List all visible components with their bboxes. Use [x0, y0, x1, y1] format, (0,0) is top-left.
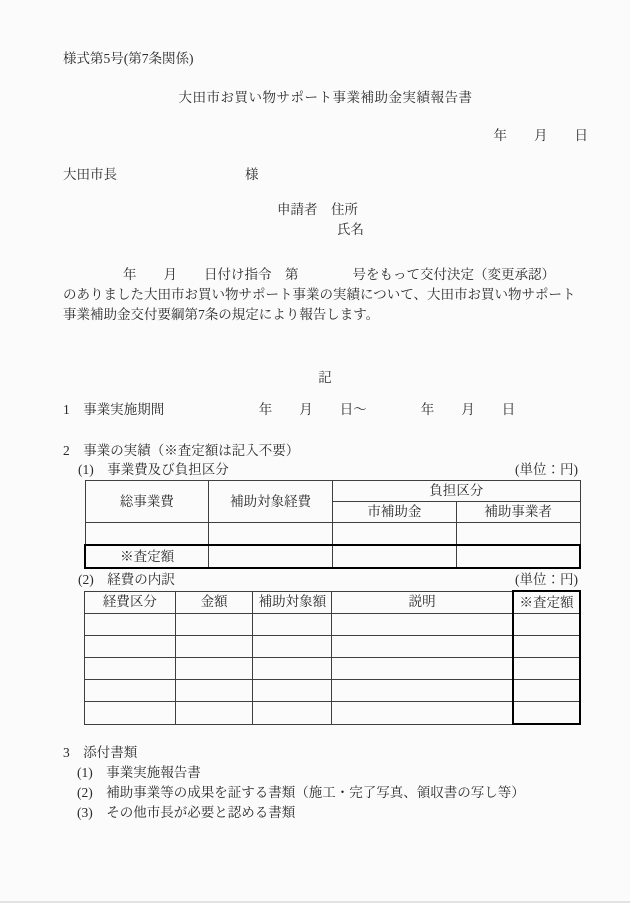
empty-cell [513, 702, 580, 725]
empty-cell [253, 636, 332, 658]
table1-header-burden-category: 負担区分 [333, 481, 581, 502]
section1-implementation-period: 1 事業実施期間 年 月 日～ 年 月 日 [63, 402, 516, 417]
empty-cell [333, 523, 457, 546]
empty-cell [513, 614, 580, 636]
attachment-item: (3) その他市長が必要と認める書類 [77, 805, 296, 820]
empty-cell [85, 523, 209, 546]
empty-cell [253, 658, 332, 680]
form-number: 様式第5号(第7条関係) [63, 51, 194, 66]
report-statement-paragraph [63, 265, 588, 325]
directive-blank-line: 年 月 日付け指令 第 号をもって交付決定（変更承認） [123, 267, 555, 282]
empty-cell [175, 680, 253, 702]
table2-entry-row [85, 636, 581, 658]
empty-cell [332, 658, 513, 680]
table2-unit-label: (単位：円) [515, 572, 578, 587]
empty-cell [332, 680, 513, 702]
attachment-item: (1) 事業実施報告書 [77, 765, 201, 780]
table2-header-amount: 金額 [175, 591, 253, 614]
empty-cell [175, 614, 253, 636]
empty-cell [85, 614, 176, 636]
record-marker: 記 [318, 370, 333, 385]
empty-cell [333, 545, 457, 568]
date-blank-line: 年 月 日 [493, 128, 588, 143]
section3-heading: 3 添付書類 [63, 745, 138, 760]
addressee-name: 大田市長 [63, 167, 117, 182]
empty-cell [332, 702, 513, 725]
empty-cell [85, 680, 176, 702]
table1-assessed-label: ※査定額 [85, 545, 209, 568]
table2-caption-row [63, 570, 588, 590]
empty-cell [513, 636, 580, 658]
table1-caption-row [63, 460, 588, 480]
table1-assessed-row [85, 545, 580, 568]
table1-header-subsidy-eligible: 補助対象経費 [209, 481, 333, 523]
addressee-line [63, 165, 588, 185]
empty-cell [175, 702, 253, 725]
empty-cell [209, 523, 333, 546]
section3-attachments [63, 743, 588, 823]
table1-header-subsidized-operator: 補助事業者 [456, 502, 580, 523]
empty-cell [253, 680, 332, 702]
empty-cell [513, 658, 580, 680]
statement-line-3: 事業補助金交付要綱第7条の規定により報告します。 [63, 307, 380, 322]
applicant-block [63, 200, 588, 240]
table2-header-row [85, 591, 581, 614]
attachment-item: (2) 補助事業等の成果を証する書類（施工・完了写真、領収書の写し等） [77, 785, 525, 800]
table2-header-description: 説明 [332, 591, 513, 614]
section2-heading: 2 事業の実績（※査定額は記入不要） [63, 443, 300, 458]
table1-unit-label: (単位：円) [515, 462, 578, 477]
empty-cell [175, 636, 253, 658]
table2-caption: (2) 経費の内訳 [78, 572, 175, 587]
statement-line-2: のありました大田市お買い物サポート事業の実績について、大田市お買い物サポート [63, 287, 576, 302]
cost-and-burden-table [84, 480, 581, 569]
applicant-name-line: 氏名 [337, 222, 364, 237]
empty-cell [175, 658, 253, 680]
expense-detail-table [84, 590, 581, 725]
empty-cell [85, 636, 176, 658]
table1-caption: (1) 事業費及び負担区分 [78, 462, 229, 477]
table2-header-eligible-amount: 補助対象額 [253, 591, 332, 614]
empty-cell [253, 614, 332, 636]
table1-header-city-subsidy: 市補助金 [333, 502, 457, 523]
applicant-address-line: 申請者 住所 [277, 202, 358, 217]
empty-cell [85, 702, 176, 725]
table2-entry-row [85, 658, 581, 680]
empty-cell [85, 658, 176, 680]
table1-header-total-cost: 総事業費 [85, 481, 209, 523]
empty-cell [456, 545, 580, 568]
empty-cell [456, 523, 580, 546]
empty-cell [209, 545, 333, 568]
table2-entry-row [85, 702, 581, 725]
table1-entry-row [85, 523, 580, 546]
table2-header-expense-category: 経費区分 [85, 591, 176, 614]
empty-cell [253, 702, 332, 725]
document-title: 大田市お買い物サポート事業補助金実績報告書 [178, 90, 473, 105]
table2-entry-row [85, 614, 581, 636]
table2-entry-row [85, 680, 581, 702]
empty-cell [513, 680, 580, 702]
addressee-honorific: 様 [245, 167, 259, 182]
empty-cell [332, 636, 513, 658]
table2-header-assessed: ※査定額 [513, 591, 580, 614]
empty-cell [332, 614, 513, 636]
